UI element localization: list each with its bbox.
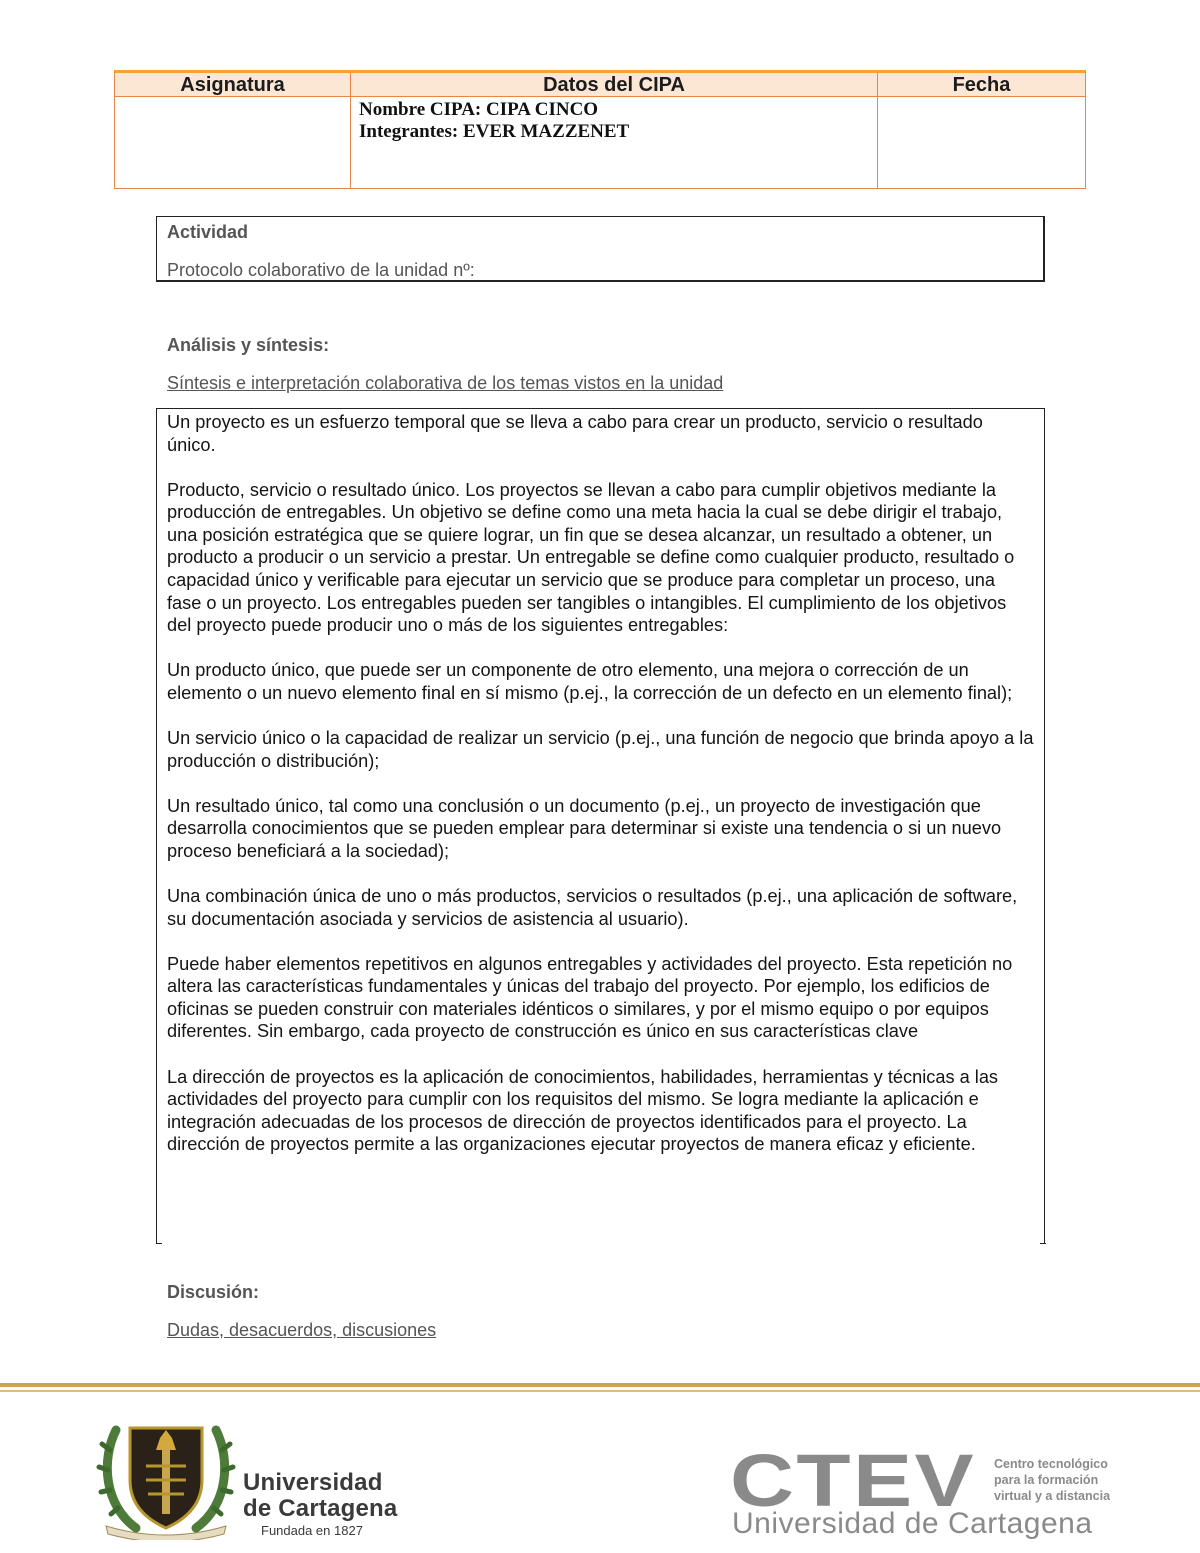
paragraph: La dirección de proyectos es la aplicación de conocimientos, habilidades, herramientas y técnicas a las actividades del proyecto para cumplir con los requisitos del mismo. Se logra mediante la aplicación e integración adecuadas de los procesos de dirección de proyectos identificados para el proyecto. La dirección de proyectos permite a las organizaciones ejecutar proyectos de manera eficaz y eficiente.	[167, 1066, 999, 1155]
cipa-data-cell	[351, 97, 877, 143]
university-name-line1: Universidad	[243, 1469, 383, 1496]
ctev-description-line3: virtual y a distancia	[994, 1489, 1111, 1503]
paragraph: Puede haber elementos repetitivos en algunos entregables y actividades del proyecto. Esta repetición no altera las características fundamentales y únicas del trabajo del proyecto. Por ejemplo, los edificios de oficinas se pueden construir con materiales idénticos o similares, y por el mismo equipo o por equipos diferentes. Sin embargo, cada proyecto de construcción es único en sus características clave	[167, 953, 1013, 1042]
paragraph: Un resultado único, tal como una conclusión o un documento (p.ej., un proyecto de investigación que desarrolla conocimientos que se pueden emplear para determinar si existe una tendencia o si un nuevo proceso beneficiará a la sociedad);	[167, 795, 1002, 861]
university-name-line2: de Cartagena	[243, 1495, 398, 1522]
university-name	[243, 1470, 397, 1540]
column-header-datos-cipa: Datos del CIPA	[351, 73, 877, 97]
paragraph: Un producto único, que puede ser un componente de otro elemento, una mejora o corrección de un elemento o un nuevo elemento final en sí mismo (p.ej., la corrección de un defecto en un elemento final);	[167, 660, 1013, 703]
university-crest-icon	[96, 1410, 236, 1540]
analysis-link: Síntesis e interpretación colaborativa de los temas vistos en la unidad	[167, 373, 724, 393]
column-header-fecha: Fecha	[878, 73, 1085, 97]
paragraph: Un servicio único o la capacidad de realizar un servicio (p.ej., una función de negocio que brinda apoyo a la producción o distribución);	[167, 728, 1034, 771]
column-header-asignatura: Asignatura	[115, 73, 350, 97]
column-asignatura	[115, 73, 351, 188]
ctev-logo	[730, 1450, 980, 1512]
university-founded: Fundada en 1827	[261, 1523, 363, 1538]
ctev-description	[994, 1456, 1120, 1504]
paragraph: Producto, servicio o resultado único. Los proyectos se llevan a cabo para cumplir objetivos mediante la producción de entregables. Un objetivo se define como una meta hacia la cual se debe dirigir el trabajo, una posición estratégica que se quiere lograr, un fin que se desea alcanzar, un resultado a obtener, un producto a producir o un servicio a prestar. Un entregable se define como cualquier producto, resultado o capacidad único y verificable para ejecutar un servicio que se produce para completar un proceso, una fase o un proyecto. Los entregables pueden ser tangibles o intangibles. El cumplimiento de los objetivos del proyecto puede producir uno o más de los siguientes entregables:	[167, 479, 1015, 636]
ctev-description-line1: Centro tecnológico	[994, 1457, 1108, 1471]
cipa-name: Nombre CIPA: CIPA CINCO	[359, 99, 599, 120]
ctev-subtitle: Universidad de Cartagena	[732, 1507, 1093, 1540]
column-datos-cipa	[351, 73, 878, 188]
actividad-heading: Actividad	[167, 222, 249, 242]
cipa-header-table	[114, 70, 1086, 189]
analysis-heading: Análisis y síntesis:	[167, 335, 330, 355]
cipa-members: Integrantes: EVER MAZZENET	[359, 121, 630, 142]
footer-divider	[0, 1383, 1200, 1387]
footer-divider-thin	[0, 1390, 1200, 1392]
analysis-text-box	[156, 408, 1045, 1244]
discussion-link: Dudas, desacuerdos, discusiones	[167, 1320, 437, 1340]
discussion-heading: Discusión:	[167, 1282, 260, 1302]
column-fecha	[878, 73, 1085, 188]
actividad-box	[156, 216, 1045, 282]
actividad-subtitle: Protocolo colaborativo de la unidad nº:	[167, 260, 475, 280]
ctev-logo-text: CTEV	[730, 1450, 976, 1512]
paragraph: Una combinación única de uno o más productos, servicios o resultados (p.ej., una aplicación de software, su documentación asociada y servicios de asistencia al usuario).	[167, 886, 1018, 929]
paragraph: Un proyecto es un esfuerzo temporal que se lleva a cabo para crear un producto, servicio o resultado único.	[167, 412, 983, 455]
ctev-description-line2: para la formación	[994, 1473, 1099, 1487]
